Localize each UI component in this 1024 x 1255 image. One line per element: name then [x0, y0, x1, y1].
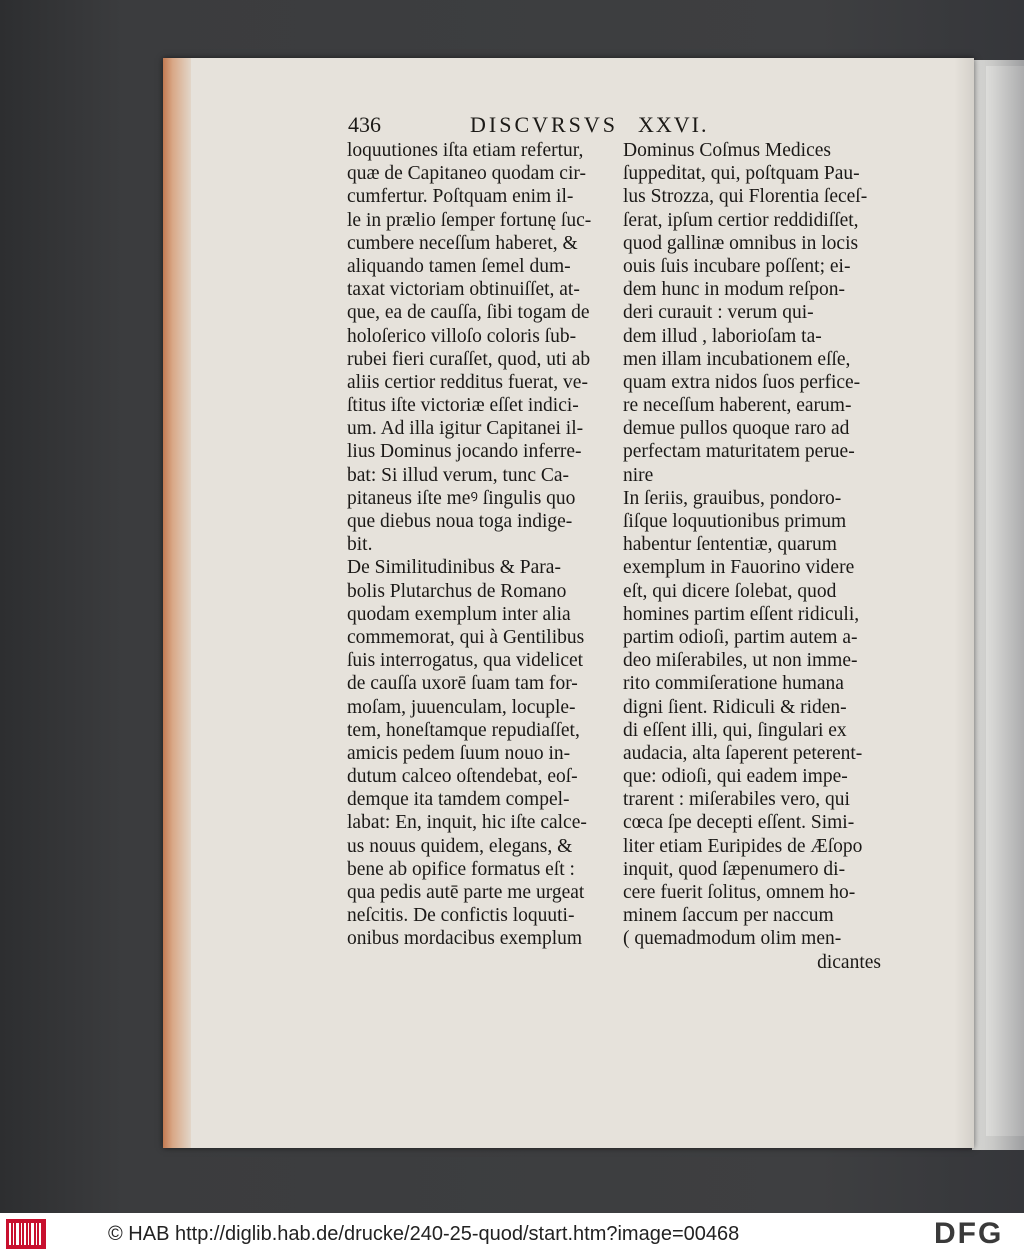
text-line: bat: Si illud verum, tunc Ca- [347, 464, 570, 486]
text-line: men illam incubationem eſſe, [623, 348, 851, 370]
text-line: quod gallinæ omnibus in locis [623, 232, 859, 254]
text-line: us nouus quidem, elegans, & [347, 835, 573, 857]
text-line: ſuis interrogatus, qua videlicet [347, 650, 584, 672]
text-line: cumbere neceſſum haberet, & [347, 232, 578, 254]
text-line: lus Strozza, qui Florentia ſeceſ- [623, 186, 868, 208]
text-line: bene ab opifice formatus eſt : [347, 858, 575, 880]
page-gutter-shade [954, 58, 974, 1148]
page-number: 436 [348, 112, 381, 137]
text-line: nire [623, 464, 654, 486]
text-line: cere fuerit ſolitus, omnem ho- [623, 882, 856, 903]
text-line: dutum calceo oſtendebat, eoſ- [347, 766, 578, 788]
text-line: que: odioſi, qui eadem impe- [623, 766, 848, 788]
text-line: liter etiam Euripides de Æſopo [623, 835, 863, 857]
text-line: bolis Plutarchus de Romano [347, 580, 567, 602]
text-line: lius Dominus jocando inferre- [347, 441, 582, 463]
text-line: labat: En, inquit, hic iſte calce- [347, 812, 587, 834]
text-line: digni ſient. Ridiculi & riden- [623, 696, 847, 718]
text-line: ( quemadmodum olim men- [623, 928, 842, 950]
text-line: aliquando tamen ſemel dum- [347, 255, 571, 277]
catchword: dicantes [817, 951, 881, 973]
text-line: eſt, qui dicere ſolebat, quod [623, 580, 837, 602]
text-line: amicis pedem ſuum nouo in- [347, 742, 571, 764]
left-text-column [347, 139, 615, 951]
text-line: que diebus noua toga indige- [347, 511, 573, 532]
adjacent-leaf-edge [986, 66, 1024, 1136]
text-line: ſiſque loquutionibus primum [623, 511, 847, 532]
text-line: deo miſerabiles, ut non imme- [623, 650, 858, 672]
text-line: tem, honeſtamque repudiaſſet, [347, 719, 580, 741]
text-line: pitaneus iſte meꝰ ſingulis quo [347, 487, 576, 509]
text-line: quodam exemplum inter alia [347, 603, 571, 625]
text-line: cœca ſpe decepti eſſent. Simi- [623, 812, 855, 834]
text-line: bit. [347, 534, 373, 556]
text-line: audacia, alta ſaperent peterent- [623, 742, 863, 764]
text-line: quam extra nidos ſuos perfice- [623, 371, 861, 393]
text-line: quæ de Capitaneo quodam cir- [347, 163, 586, 185]
text-line: moſam, juuenculam, locuple- [347, 696, 576, 718]
text-line: ſerat, ipſum certior reddidiſſet, [623, 209, 859, 231]
text-line: perfectam maturitatem perue- [623, 441, 855, 463]
text-line: De Similitudinibus & Para- [347, 557, 561, 579]
page-edge-stain [163, 58, 191, 1148]
text-line: trarent : miſerabiles vero, qui [623, 789, 850, 811]
text-line: ouis ſuis incubare poſſent; ei- [623, 255, 851, 277]
text-line: minem ſaccum per naccum [623, 905, 834, 927]
dfg-logo: DFG [934, 1217, 1004, 1250]
barcode-icon [6, 1219, 46, 1249]
text-line: aliis certior redditus fuerat, ve- [347, 371, 588, 393]
text-line: onibus mordacibus exemplum [347, 928, 583, 950]
text-line: di eſſent illi, qui, ſingulari ex [623, 719, 847, 741]
text-line: demque ita tamdem compel- [347, 789, 570, 811]
text-line: qua pedis autē parte me urgeat [347, 882, 585, 903]
chapter-numeral: XXVI. [638, 112, 709, 137]
text-line: loquutiones iſta etiam refertur, [347, 140, 584, 161]
text-line: um. Ad illa igitur Capitanei il- [347, 418, 584, 440]
text-line: commemorat, qui à Gentilibus [347, 626, 585, 648]
text-line: le in prælio ſemper fortunę ſuc- [347, 209, 592, 231]
copyright-url-text: © HAB http://diglib.hab.de/drucke/240-25-quod/start.htm?image=00468 [108, 1223, 740, 1245]
text-line: holoſerico villoſo coloris ſub- [347, 325, 577, 347]
text-line: inquit, quod ſæpenumero di- [623, 858, 846, 880]
text-line: dem hunc in modum reſpon- [623, 279, 846, 301]
text-line: In ſeriis, grauibus, pondoro- [623, 487, 842, 509]
text-line: ſuppeditat, qui, poſtquam Pau- [623, 163, 860, 185]
text-line: rito commiſeratione humana [623, 673, 844, 695]
footer-bar [0, 1213, 1024, 1255]
text-line: re neceſſum haberent, earum- [623, 395, 852, 417]
right-text-column [623, 139, 885, 974]
text-line: que, ea de cauſſa, ſibi togam de [347, 302, 590, 324]
running-title: DISCVRSVS [470, 112, 619, 137]
text-line: de cauſſa uxorē ſuam tam for- [347, 673, 578, 695]
text-line: ſtitus iſte victoriæ eſſet indici- [347, 395, 579, 417]
text-line: Dominus Coſmus Medices [623, 140, 831, 161]
text-line: rubei fieri curaſſet, quod, uti ab [347, 348, 591, 370]
text-line: neſcitis. De confictis loquuti- [347, 905, 575, 927]
text-line: dem illud , laborioſam ta- [623, 325, 822, 347]
text-line: habentur ſententiæ, quarum [623, 534, 837, 556]
text-line: homines partim eſſent ridiculi, [623, 603, 860, 625]
text-line: partim odioſi, partim autem a- [623, 626, 858, 648]
running-head [348, 112, 888, 142]
text-line: exemplum in Fauorino videre [623, 557, 855, 579]
text-line: taxat victoriam obtinuiſſet, at- [347, 279, 580, 301]
text-line: demue pullos quoque raro ad [623, 418, 850, 440]
text-line: deri curauit : verum qui- [623, 302, 814, 324]
text-line: cumfertur. Poſtquam enim il- [347, 186, 574, 208]
